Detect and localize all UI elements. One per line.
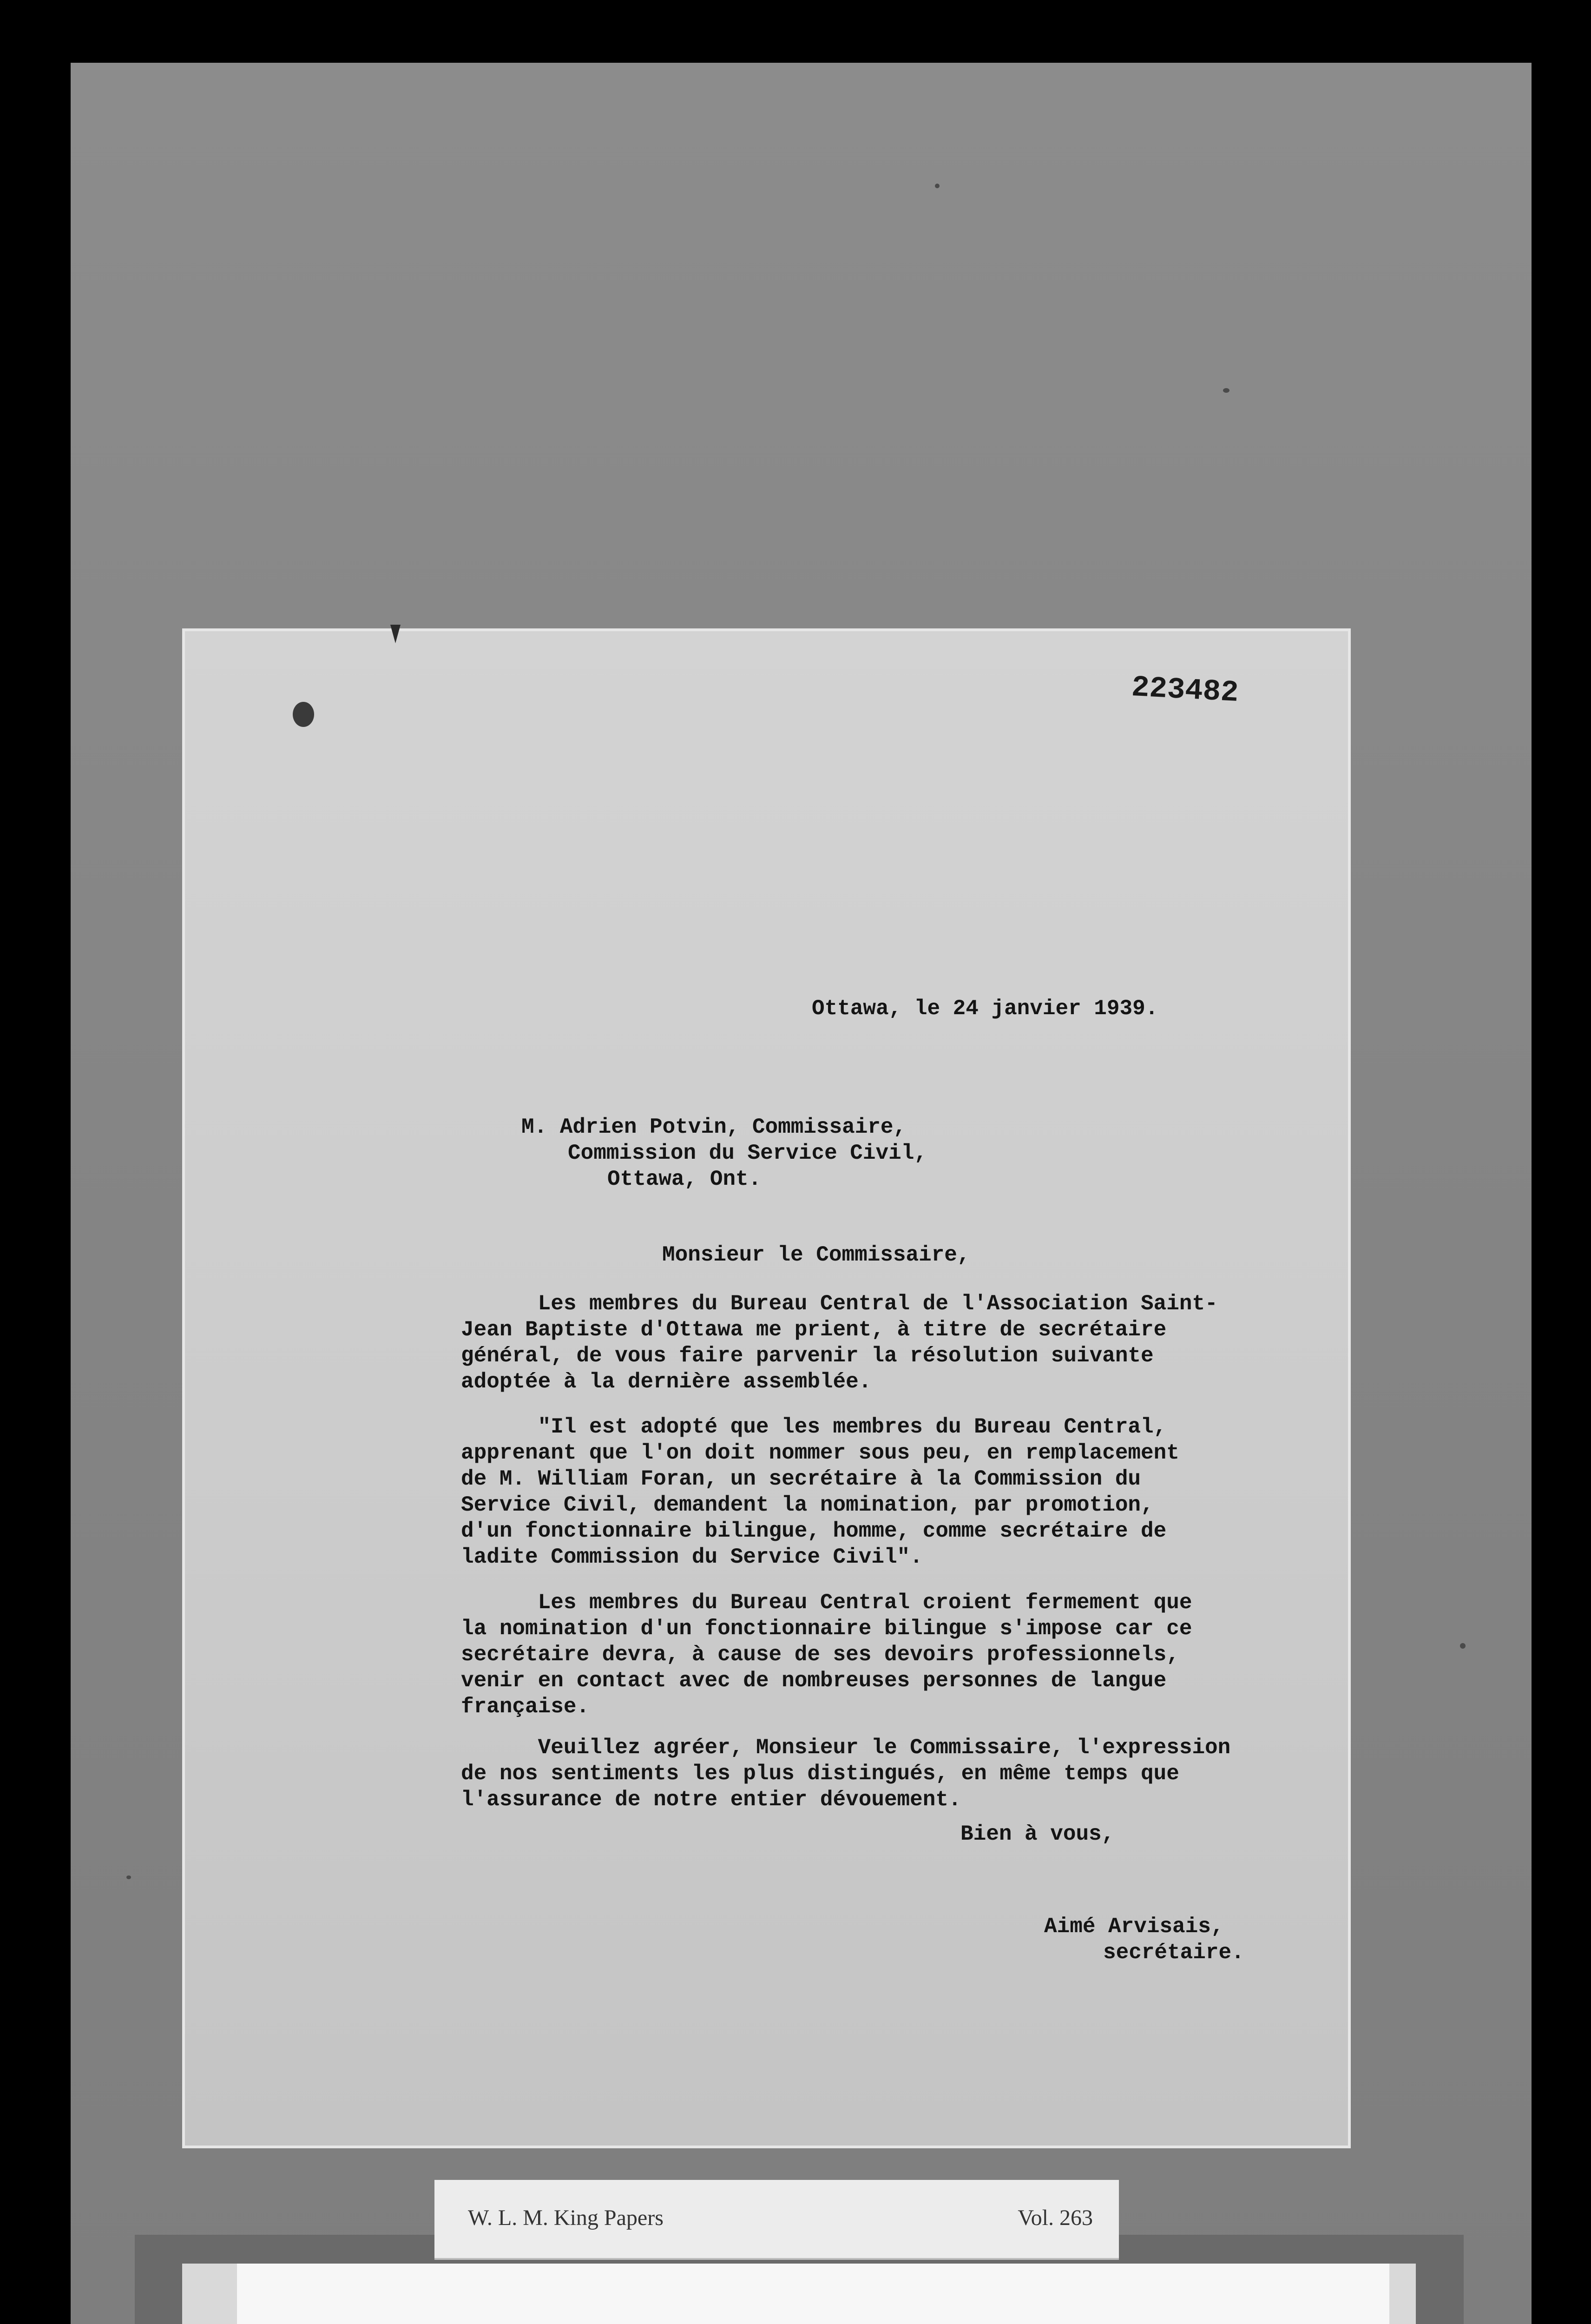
board-speck bbox=[1460, 1643, 1466, 1649]
paragraph-1-line: général, de vous faire parvenir la résolution suivante bbox=[461, 1344, 1154, 1368]
recipient-line-3: Ottawa, Ont. bbox=[607, 1167, 762, 1191]
letter-sheet bbox=[182, 628, 1351, 2148]
volume-number: Vol. 263 bbox=[1018, 2205, 1093, 2230]
resolution-line: de M. William Foran, un secrétaire à la Commission du bbox=[461, 1467, 1141, 1491]
signature-name: Aimé Arvisais, bbox=[1044, 1915, 1224, 1939]
valediction: Bien à vous, bbox=[960, 1822, 1115, 1846]
salutation: Monsieur le Commissaire, bbox=[662, 1243, 970, 1267]
board-speck bbox=[935, 184, 940, 188]
collection-name: W. L. M. King Papers bbox=[468, 2205, 664, 2230]
paragraph-1-line: Jean Baptiste d'Ottawa me prient, à titre de secrétaire bbox=[461, 1318, 1167, 1342]
closing-line: de nos sentiments les plus distingués, en même temps que bbox=[461, 1762, 1179, 1786]
collection-label bbox=[434, 2180, 1119, 2260]
archive-card bbox=[237, 2264, 1389, 2324]
board-speck bbox=[126, 1875, 131, 1879]
paragraph-3-line: française. bbox=[461, 1695, 590, 1719]
resolution-line: ladite Commission du Service Civil". bbox=[461, 1545, 923, 1569]
resolution-line: Service Civil, demandent la nomination, par promotion, bbox=[461, 1493, 1154, 1517]
punch-mark bbox=[390, 625, 401, 643]
paragraph-3-line: venir en contact avec de nombreuses personnes de langue bbox=[461, 1669, 1167, 1693]
paragraph-1-line: adoptée à la dernière assemblée. bbox=[461, 1370, 872, 1394]
closing-line: l'assurance de notre entier dévouement. bbox=[461, 1788, 961, 1812]
board-speck bbox=[1223, 388, 1229, 393]
recipient-line-2: Commission du Service Civil, bbox=[568, 1141, 927, 1165]
punch-hole bbox=[293, 702, 314, 727]
paragraph-3-line: Les membres du Bureau Central croient fermement que bbox=[461, 1591, 1192, 1615]
date-line: Ottawa, le 24 janvier 1939. bbox=[812, 997, 1158, 1021]
recipient-line-1: M. Adrien Potvin, Commissaire, bbox=[521, 1115, 907, 1139]
paragraph-3-line: la nomination d'un fonctionnaire bilingue s'impose car ce bbox=[461, 1617, 1192, 1641]
paragraph-3-line: secrétaire devra, à cause de ses devoirs professionnels, bbox=[461, 1643, 1179, 1667]
closing-line: Veuillez agréer, Monsieur le Commissaire, l'expression bbox=[461, 1736, 1231, 1760]
resolution-line: apprenant que l'on doit nommer sous peu, en remplacement bbox=[461, 1441, 1179, 1465]
resolution-line: "Il est adopté que les membres du Bureau Central, bbox=[461, 1415, 1167, 1439]
paragraph-1-line: Les membres du Bureau Central de l'Association Saint- bbox=[461, 1292, 1218, 1316]
document-number: 223482 bbox=[1131, 671, 1240, 710]
signature-title: secrétaire. bbox=[1103, 1941, 1244, 1965]
resolution-line: d'un fonctionnaire bilingue, homme, comme secrétaire de bbox=[461, 1519, 1167, 1543]
